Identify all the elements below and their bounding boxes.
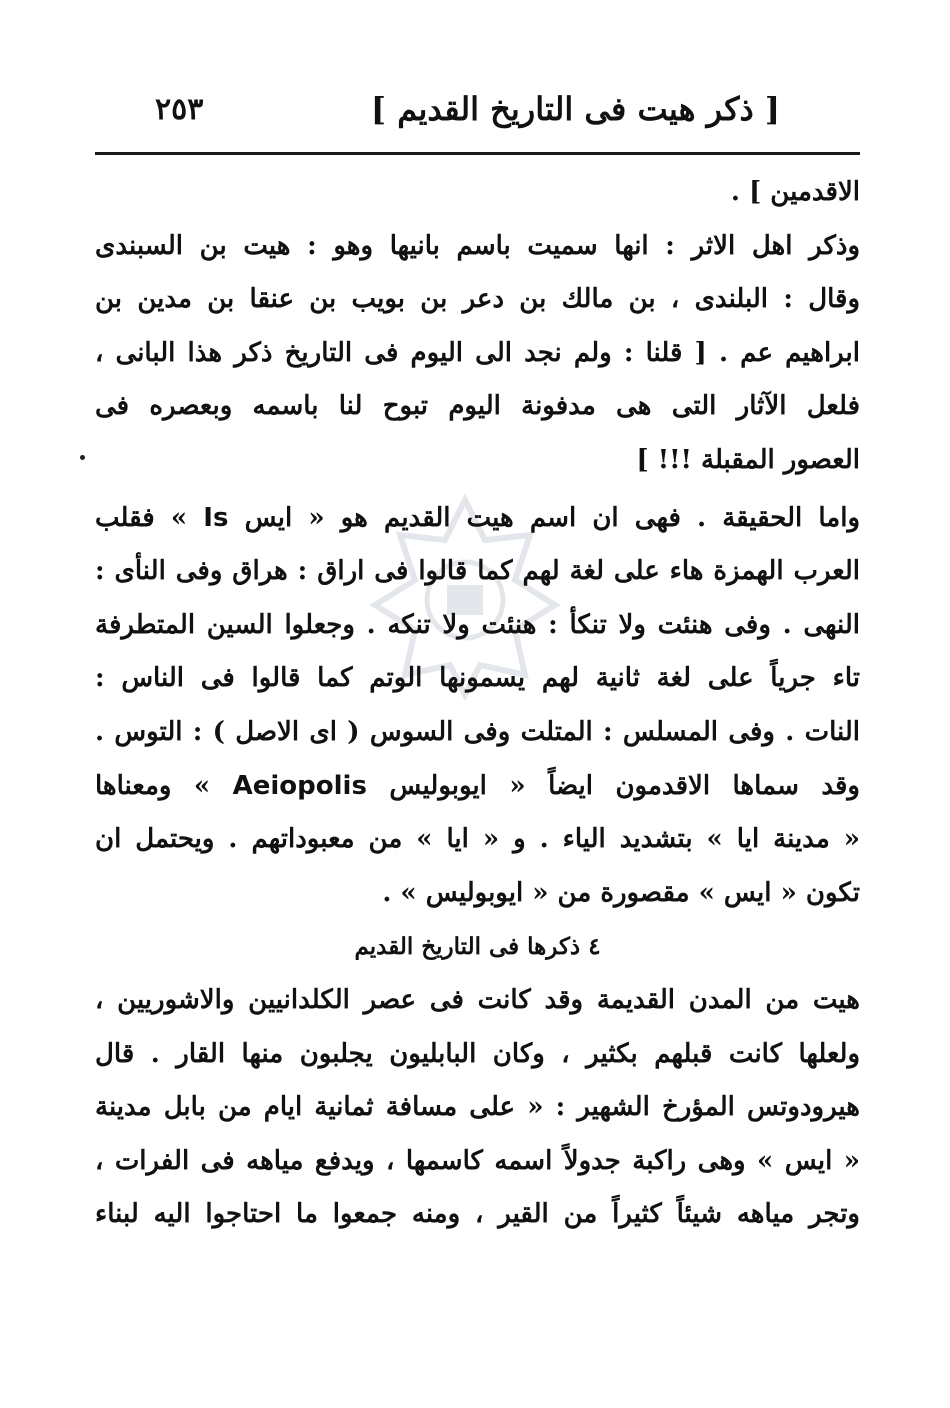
page-number: ٢٥٣: [155, 92, 204, 127]
text-line: هيرودوتس المؤرخ الشهير : « على مسافة ثمانية ايام من بابل مدينة: [95, 1092, 860, 1123]
text-run: وقد سماها الاقدمون ايضاً « ايوبوليس: [389, 770, 860, 801]
text-line: [95, 760, 860, 814]
text-line: العرب الهمزة هاء على لغة لهم كما قالوا فى اراق : هراق وفى النأى :: [95, 556, 860, 587]
text-line: النات . وفى المسلس : المتلت وفى السوس ( اى الاصل ) : التوس .: [95, 716, 860, 747]
text-run: واما الحقيقة . فهى ان اسم هيت القديم هو « ايس: [244, 502, 860, 533]
latin-term: Aeiopolis: [232, 770, 367, 801]
section-heading: ٤ ذكرها فى التاريخ القديم: [354, 933, 601, 961]
text-run: » ومعناها: [95, 770, 211, 801]
text-line: « ايس » وهى راكبة جدولاً اسمه كاسمها ، ويدفع مياهه فى الفرات ،: [95, 1145, 860, 1176]
text-line: وقال : البلندى ، بن مالك بن دعر بن بويب بن عنقا بن مدين بن: [95, 284, 860, 315]
text-line: [95, 492, 860, 546]
text-run: » فقلب: [95, 502, 188, 533]
text-line: فلعل الآثار التى هى مدفونة اليوم تبوح لنا باسمه وبعصره فى: [95, 391, 860, 422]
header-rule: [95, 152, 860, 155]
stray-mark: [80, 455, 85, 460]
body-text: [95, 166, 860, 1242]
text-line: النهى . وفى هنئت ولا تنكأ : هنئت ولا تنكه . وجعلوا السين المتطرفة: [95, 609, 860, 640]
text-line: وذكر اهل الاثر : انها سميت باسم بانيها وهو : هيت بن السبندى: [95, 230, 860, 261]
text-line: وتجر مياهه شيئاً كثيراً من القير ، ومنه جمعوا ما احتاجوا اليه لبناء: [95, 1199, 860, 1230]
latin-term: Is: [203, 502, 229, 533]
text-line: العصور المقبلة !!! ]: [636, 444, 860, 475]
text-line: ابراهيم عم . [ قلنا : ولم نجد الى اليوم فى التاريخ ذكر هذا البانى ،: [95, 337, 860, 368]
text-line: « مدينة ايا » بتشديد الياء . و « ايا » من معبوداتهم . ويحتمل ان: [95, 824, 860, 855]
text-line: هيت من المدن القديمة وقد كانت فى عصر الكلدانيين والاشوريين ،: [95, 984, 860, 1015]
text-line: تاء جرياً على لغة ثانية لهم يسمونها الوتم كما قالوا فى الناس :: [95, 663, 860, 694]
page-header: [95, 78, 860, 148]
text-line: تكون « ايس » مقصورة من « ايوبوليس » .: [382, 877, 860, 908]
text-line: ولعلها كانت قبلهم بكثير ، وكان البابليون يجلبون منها القار . قال: [95, 1038, 860, 1069]
running-title: [ ذكر هيت فى التاريخ القديم ]: [370, 90, 780, 128]
text-line: الاقدمين ] .: [730, 177, 860, 207]
